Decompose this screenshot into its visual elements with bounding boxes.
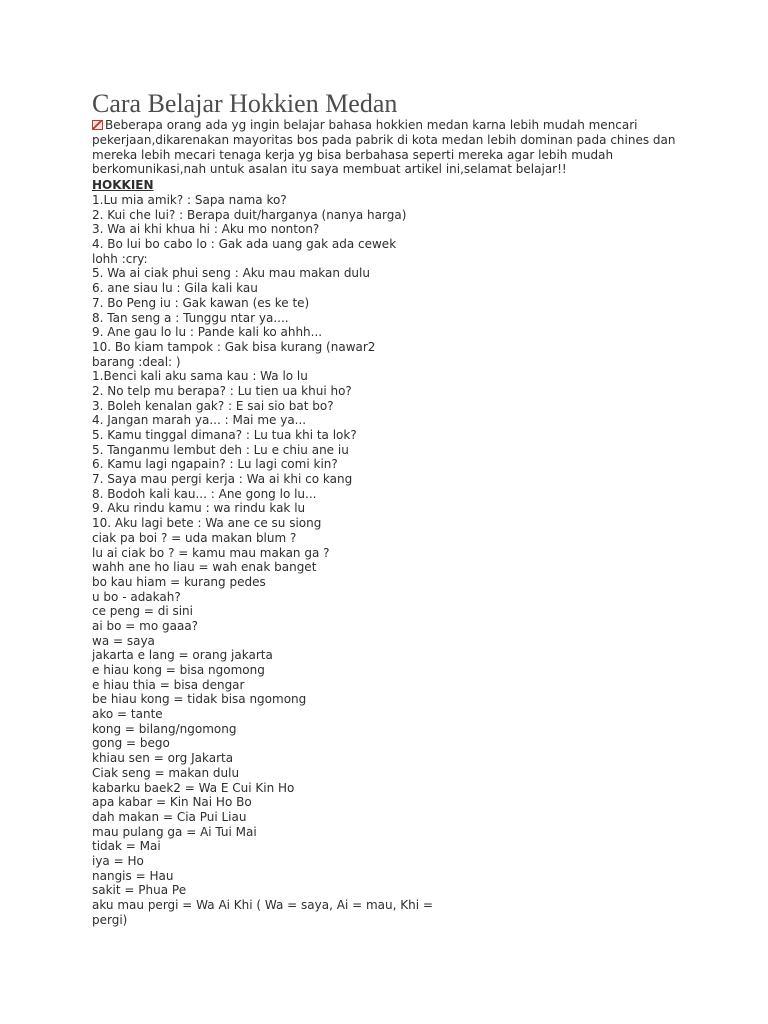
phrase-line: tidak = Mai bbox=[92, 839, 161, 854]
phrase-line: jakarta e lang = orang jakarta bbox=[92, 648, 273, 663]
phrase-line: kabarku baek2 = Wa E Cui Kin Ho bbox=[92, 780, 295, 795]
phrase-list bbox=[92, 193, 433, 927]
phrase-line: 5. Tanganmu lembut deh : Lu e chiu ane iu bbox=[92, 442, 349, 457]
phrase-line: bo kau hiam = kurang pedes bbox=[92, 574, 266, 589]
phrase-line: 8. Tan seng a : Tunggu ntar ya.... bbox=[92, 310, 289, 325]
phrase-line: 7. Saya mau pergi kerja : Wa ai khi co kang bbox=[92, 472, 353, 487]
phrase-line: 8. Bodoh kali kau... : Ane gong lo lu... bbox=[92, 486, 317, 501]
phrase-line: nangis = Hau bbox=[92, 868, 174, 883]
phrase-line: 10. Bo kiam tampok : Gak bisa kurang (nawar2 bbox=[92, 339, 376, 354]
phrase-line: dah makan = Cia Pui Liau bbox=[92, 809, 247, 824]
section-heading: HOKKIEN bbox=[92, 178, 154, 192]
phrase-line: gong = bego bbox=[92, 736, 170, 751]
phrase-line: khiau sen = org Jakarta bbox=[92, 751, 234, 766]
phrase-line: 9. Aku rindu kamu : wa rindu kak lu bbox=[92, 501, 306, 516]
phrase-line: 4. Bo lui bo cabo lo : Gak ada uang gak ada cewek bbox=[92, 237, 397, 252]
phrase-line: barang :deal: ) bbox=[92, 354, 181, 369]
phrase-line: apa kabar = Kin Nai Ho Bo bbox=[92, 795, 252, 810]
phrase-line: ako = tante bbox=[92, 707, 163, 722]
phrase-line: 7. Bo Peng iu : Gak kawan (es ke te) bbox=[92, 295, 310, 310]
phrase-line: iya = Ho bbox=[92, 853, 144, 868]
phrase-line: Ciak seng = makan dulu bbox=[92, 765, 240, 780]
phrase-line: sakit = Phua Pe bbox=[92, 883, 187, 898]
phrase-line: ce peng = di sini bbox=[92, 604, 193, 619]
phrase-line: e hiau kong = bisa ngomong bbox=[92, 663, 265, 677]
phrase-line: 10. Aku lagi bete : Wa ane ce su siong bbox=[92, 516, 322, 531]
phrase-line: 5. Wa ai ciak phui seng : Aku mau makan dulu bbox=[92, 266, 370, 281]
phrase-line: 6. Kamu lagi ngapain? : Lu lagi comi kin? bbox=[92, 457, 338, 472]
phrase-line: 1.Lu mia amik? : Sapa nama ko? bbox=[92, 193, 287, 207]
phrase-line: wa = saya bbox=[92, 633, 155, 648]
phrase-line: pergi) bbox=[92, 912, 128, 927]
phrase-line: 3. Boleh kenalan gak? : E sai sio bat bo? bbox=[92, 398, 334, 413]
phrase-line: e hiau thia = bisa dengar bbox=[92, 677, 245, 692]
phrase-line: 4. Jangan marah ya... : Mai me ya... bbox=[92, 413, 307, 428]
phrase-line: aku mau pergi = Wa Ai Khi ( Wa = saya, Ai = mau, Khi = bbox=[92, 898, 433, 912]
phrase-line: 1.Benci kali aku sama kau : Wa lo lu bbox=[92, 369, 308, 384]
phrase-line: 2. Kui che lui? : Berapa duit/harganya (nanya harga) bbox=[92, 207, 407, 222]
phrase-line: lu ai ciak bo ? = kamu mau makan ga ? bbox=[92, 545, 330, 560]
phrase-line: 3. Wa ai khi khua hi : Aku mo nonton? bbox=[92, 222, 320, 237]
document-title: Cara Belajar Hokkien Medan bbox=[92, 89, 398, 118]
phrase-line: ai bo = mo gaaa? bbox=[92, 618, 199, 633]
phrase-line: 9. Ane gau lo lu : Pande kali ko ahhh... bbox=[92, 325, 323, 340]
phrase-line: lohh :cry: bbox=[92, 251, 148, 266]
phrase-line: mau pulang ga = Ai Tui Mai bbox=[92, 824, 257, 839]
phrase-line: ciak pa boi ? = uda makan blum ? bbox=[92, 530, 297, 545]
phrase-line: 5. Kamu tinggal dimana? : Lu tua khi ta lok? bbox=[92, 428, 357, 442]
phrase-line: 6. ane siau lu : Gila kali kau bbox=[92, 281, 258, 296]
phrase-line: 2. No telp mu berapa? : Lu tien ua khui ho? bbox=[92, 383, 352, 398]
phrase-line: wahh ane ho liau = wah enak banget bbox=[92, 560, 317, 575]
phrase-line: be hiau kong = tidak bisa ngomong bbox=[92, 692, 307, 707]
phrase-line: u bo - adakah? bbox=[92, 589, 181, 604]
intro-text: Beberapa orang ada yg ingin belajar bahasa hokkien medan karna lebih mudah mencari pekerjaan,dikarenakan mayoritas bos pada pabrik di kota medan lebih dominan pada chines dan mereka lebih mecari tenaga kerja yg bisa berbahasa seperti mereka agar lebih mudah berkomunikasi,nah untuk asalan itu saya membuat artikel ini,selamat belajar!! bbox=[92, 118, 676, 177]
phrase-line: kong = bilang/ngomong bbox=[92, 721, 237, 736]
broken-image-icon bbox=[92, 120, 103, 130]
intro-paragraph bbox=[92, 118, 692, 177]
